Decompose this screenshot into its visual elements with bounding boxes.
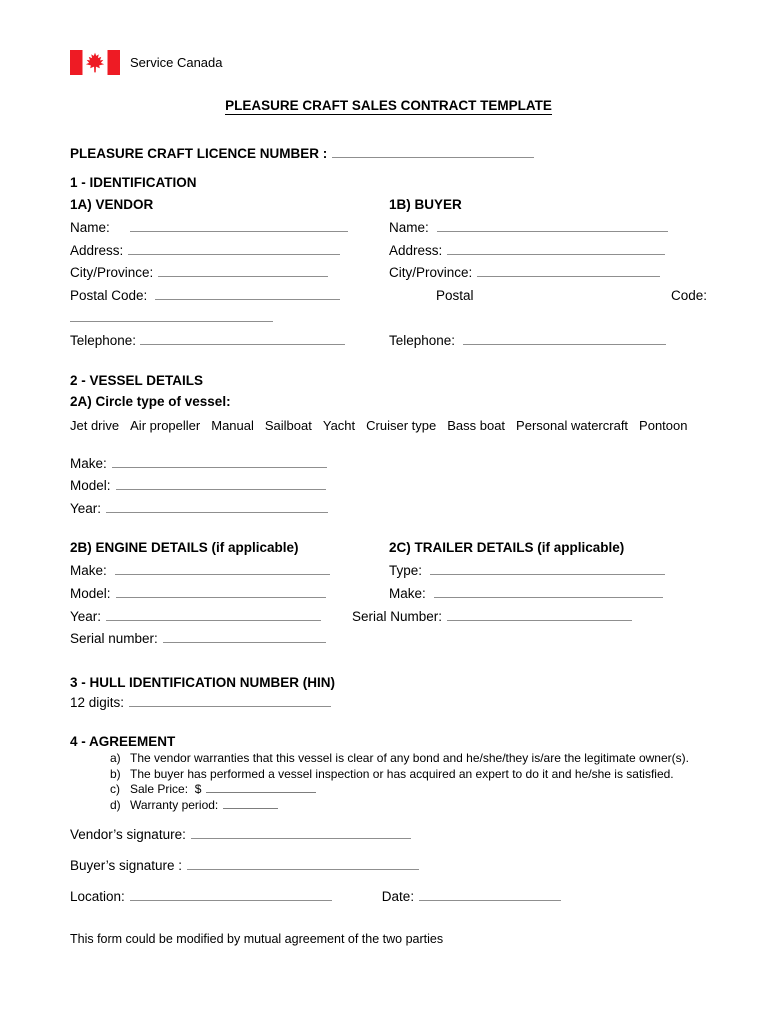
trailer-type-line[interactable] [430, 562, 665, 575]
agreement-item-d-marker: d) [110, 797, 121, 812]
trailer-column [352, 540, 707, 650]
section1-heading: 1 - IDENTIFICATION [70, 175, 197, 190]
buyer-telephone-row [389, 330, 707, 353]
buyer-city-row [389, 262, 707, 285]
buyer-signature-line[interactable] [187, 857, 419, 870]
vessel-option-personal-watercraft[interactable]: Personal watercraft [516, 417, 629, 433]
engine-trailer-grid [70, 540, 707, 650]
trailer-heading: 2C) TRAILER DETAILS (if applicable) [389, 540, 625, 556]
vessel-option-manual[interactable]: Manual [211, 417, 254, 433]
buyer-signature-row [70, 857, 707, 874]
vessel-year-line[interactable] [106, 500, 328, 513]
vendor-postal-row [70, 285, 389, 308]
date-group [382, 888, 561, 905]
sale-price-line[interactable] [206, 782, 316, 793]
agreement-list [70, 751, 707, 813]
hin-digits-label: 12 digits: [70, 694, 125, 710]
buyer-heading: 1B) BUYER [389, 197, 462, 212]
vessel-option-jet-drive[interactable]: Jet drive [70, 417, 120, 433]
engine-heading: 2B) ENGINE DETAILS (if applicable) [70, 540, 299, 556]
buyer-city-label: City/Province: [389, 265, 473, 281]
trailer-serial-line[interactable] [447, 608, 632, 621]
vessel-model-line[interactable] [116, 477, 326, 490]
engine-year-line[interactable] [106, 608, 321, 621]
location-date-row [70, 888, 707, 905]
buyer-name-label: Name: [389, 220, 429, 235]
agreement-item-c-marker: c) [110, 782, 120, 797]
engine-year-row [70, 606, 389, 629]
buyer-spacer-row [389, 307, 707, 330]
section2a-heading: 2A) Circle type of vessel: [70, 393, 231, 409]
section3-heading: 3 - HULL IDENTIFICATION NUMBER (HIN) [70, 674, 335, 690]
location-line[interactable] [130, 888, 332, 901]
vessel-model-row [70, 475, 707, 498]
vessel-option-cruiser-type[interactable]: Cruiser type [366, 417, 437, 433]
buyer-name-line[interactable] [437, 219, 668, 232]
buyer-address-line[interactable] [447, 242, 665, 255]
vendor-address-row [70, 240, 389, 263]
location-label: Location: [70, 888, 125, 904]
vendor-city-label: City/Province: [70, 265, 154, 281]
engine-serial-line[interactable] [163, 630, 326, 643]
vessel-year-label: Year: [70, 500, 102, 516]
trailer-type-row [389, 560, 707, 583]
buyer-column [389, 190, 707, 353]
vendor-telephone-row [70, 330, 389, 353]
engine-model-line[interactable] [116, 585, 326, 598]
header [70, 49, 707, 75]
agreement-item-b [70, 767, 707, 782]
vendor-postal-label: Postal Code: [70, 287, 148, 303]
document-title: PLEASURE CRAFT SALES CONTRACT TEMPLATE [225, 98, 552, 113]
trailer-serial-row [352, 606, 707, 629]
agreement-item-a-text: The vendor warranties that this vessel is clear of any bond and he/she/they is/are the legitimate owner(s). [130, 751, 689, 766]
agreement-item-c-text: Sale Price: $ [130, 782, 202, 797]
buyer-address-label: Address: [389, 242, 443, 258]
buyer-address-row [389, 240, 707, 263]
buyer-telephone-label: Telephone: [389, 332, 456, 348]
vendor-name-label: Name: [70, 220, 110, 235]
trailer-type-label: Type: [389, 563, 423, 579]
vendor-address-line[interactable] [128, 242, 340, 255]
vendor-telephone-label: Telephone: [70, 332, 137, 348]
engine-serial-row [70, 628, 389, 651]
vendor-telephone-line[interactable] [140, 332, 345, 345]
canada-flag-icon [70, 50, 120, 75]
agreement-item-a-marker: a) [110, 751, 121, 766]
agreement-item-c [70, 782, 707, 797]
section4-heading: 4 - AGREEMENT [70, 734, 176, 750]
vessel-make-row [70, 453, 707, 476]
buyer-telephone-line[interactable] [463, 332, 666, 345]
agreement-item-b-text: The buyer has performed a vessel inspection or has acquired an expert to do it and he/she is satisfied. [130, 766, 674, 781]
agreement-item-b-marker: b) [110, 766, 121, 781]
vendor-heading: 1A) VENDOR [70, 197, 154, 212]
vendor-address-label: Address: [70, 242, 124, 258]
brand-text: Service Canada [130, 54, 223, 70]
vessel-option-air-propeller[interactable]: Air propeller [130, 417, 201, 433]
vendor-signature-label: Vendor’s signature: [70, 826, 186, 842]
engine-column [70, 540, 389, 650]
engine-make-row [70, 560, 389, 583]
buyer-postal-row [389, 285, 707, 308]
vendor-signature-line[interactable] [191, 826, 411, 839]
agreement-item-a [70, 751, 707, 766]
vessel-make-label: Make: [70, 455, 107, 471]
vendor-postal-continuation-line[interactable] [70, 309, 273, 322]
buyer-name-row [389, 217, 707, 240]
hin-digits-row [70, 692, 707, 715]
vessel-make-line[interactable] [112, 455, 327, 468]
date-line[interactable] [419, 888, 561, 901]
licence-number-label: PLEASURE CRAFT LICENCE NUMBER : [70, 146, 328, 161]
identification-grid [70, 190, 707, 353]
vendor-city-line[interactable] [158, 264, 328, 277]
agreement-item-d-text: Warranty period: [130, 797, 219, 812]
footer-note: This form could be modified by mutual agreement of the two parties [70, 931, 444, 946]
vendor-city-row [70, 262, 389, 285]
trailer-make-label: Make: [389, 585, 426, 601]
licence-number-row [70, 145, 707, 161]
vendor-signature-row [70, 826, 707, 843]
buyer-code-word: Code: [670, 287, 707, 303]
engine-serial-label: Serial number: [70, 631, 158, 647]
vendor-postal-continuation-row [70, 307, 389, 330]
vessel-option-yacht[interactable]: Yacht [322, 417, 356, 433]
vendor-name-line[interactable] [130, 219, 348, 232]
vessel-option-bass-boat[interactable]: Bass boat [447, 417, 506, 433]
vessel-option-pontoon[interactable]: Pontoon [639, 417, 688, 433]
licence-number-line[interactable] [332, 145, 534, 158]
agreement-item-d [70, 798, 707, 813]
trailer-make-line[interactable] [434, 585, 663, 598]
buyer-signature-label: Buyer’s signature : [70, 857, 183, 873]
engine-model-row [70, 583, 389, 606]
vessel-option-sailboat[interactable]: Sailboat [264, 417, 312, 433]
date-label: Date: [381, 888, 415, 904]
engine-model-label: Model: [70, 585, 111, 601]
hin-digits-line[interactable] [129, 694, 331, 707]
vendor-postal-line[interactable] [155, 287, 340, 300]
vessel-model-label: Model: [70, 478, 111, 494]
trailer-make-row [389, 583, 707, 606]
location-group [70, 888, 332, 905]
engine-make-label: Make: [70, 563, 107, 579]
vessel-year-row [70, 498, 707, 521]
warranty-period-line[interactable] [223, 798, 278, 809]
vessel-type-options [70, 415, 707, 437]
section2-heading: 2 - VESSEL DETAILS [70, 372, 204, 388]
vendor-name-row [70, 217, 389, 240]
buyer-postal-word: Postal [436, 287, 474, 303]
engine-make-line[interactable] [115, 562, 330, 575]
trailer-serial-label: Serial Number: [352, 608, 443, 624]
engine-year-label: Year: [70, 608, 102, 624]
buyer-city-line[interactable] [477, 264, 660, 277]
vendor-column [70, 190, 389, 353]
